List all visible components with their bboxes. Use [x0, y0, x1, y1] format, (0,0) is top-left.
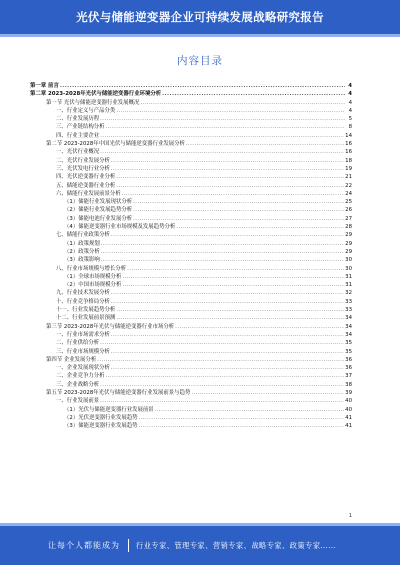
toc-entry-page: 39 — [345, 389, 352, 396]
toc-leader-dots — [111, 231, 344, 239]
toc-entry-title: （1）储能行业发展现状分析 — [64, 199, 133, 206]
toc-entry[interactable] — [30, 198, 352, 206]
toc-leader-dots — [162, 90, 345, 98]
toc-leader-dots — [60, 82, 345, 90]
toc-entry-title: （1）政策规划 — [64, 240, 100, 247]
toc-entry-page: 34 — [345, 315, 352, 322]
toc-entry-title: 三、产业链结构分析 — [56, 124, 105, 131]
toc-entry-page: 29 — [345, 240, 352, 247]
toc-entry[interactable] — [30, 356, 352, 364]
toc-entry-title: （2）政策分析 — [64, 248, 100, 255]
toc-entry-title: 一、企业发展现状分析 — [56, 365, 110, 372]
toc-entry[interactable] — [30, 173, 352, 181]
toc-entry-title: （2）中国市场规模分析 — [64, 282, 122, 289]
toc-entry-page: 27 — [345, 215, 352, 222]
toc-entry[interactable] — [30, 115, 352, 123]
toc-entry-page: 28 — [345, 224, 352, 231]
toc-leader-dots — [122, 273, 344, 281]
page-number: 1 — [348, 513, 352, 519]
toc-entry[interactable] — [30, 273, 352, 281]
toc-entry[interactable] — [30, 281, 352, 289]
toc-entry[interactable] — [30, 231, 352, 239]
toc-entry[interactable] — [30, 323, 352, 331]
toc-entry-title: 八、行业市场规模与增长分析 — [56, 265, 127, 272]
toc-entry[interactable] — [30, 381, 352, 389]
toc-leader-dots — [133, 206, 344, 214]
toc-leader-dots — [100, 397, 344, 405]
header-stripe — [0, 34, 400, 37]
toc-entry[interactable] — [30, 364, 352, 372]
toc-entry-title: 十二、行业发展前景预测 — [56, 315, 116, 322]
toc-leader-dots — [111, 298, 344, 306]
toc-leader-dots — [155, 406, 344, 414]
toc-entry-page: 26 — [345, 207, 352, 214]
toc-entry-page: 33 — [345, 298, 352, 305]
toc-entry-title: 十、行业竞争格局分析 — [56, 298, 110, 305]
toc-entry[interactable] — [30, 298, 352, 306]
toc-leader-dots — [101, 248, 344, 256]
toc-leader-dots — [186, 140, 344, 148]
toc-leader-dots — [97, 356, 344, 364]
toc-leader-dots — [111, 364, 344, 372]
toc-entry[interactable] — [30, 99, 352, 107]
toc-entry[interactable] — [30, 406, 352, 414]
toc-entry-page: 25 — [345, 199, 352, 206]
toc-entry-title: （3）储能逆变器行业发展趋势 — [64, 423, 138, 430]
toc-leader-dots — [116, 306, 344, 314]
toc-entry-page: 33 — [345, 307, 352, 314]
toc-entry-title: 二、企业竞争力分析 — [56, 373, 105, 380]
toc-entry-page: 34 — [345, 323, 352, 330]
toc-entry-page: 40 — [345, 398, 352, 405]
toc-entry[interactable] — [30, 422, 352, 430]
toc-entry[interactable] — [30, 90, 352, 98]
toc-entry-page: 4 — [348, 107, 352, 114]
toc-entry-page: 41 — [345, 423, 352, 430]
toc-entry-page: 24 — [345, 190, 352, 197]
toc-entry[interactable] — [30, 223, 352, 231]
toc-entry[interactable] — [30, 306, 352, 314]
footer-divider — [128, 539, 129, 552]
toc-entry-title: 第三节 2023-2028年光伏与储能逆变器行业市场分析 — [46, 323, 175, 330]
toc-entry[interactable] — [30, 148, 352, 156]
toc-entry[interactable] — [30, 165, 352, 173]
toc-entry-title: （2）光伏逆变器行业发展趋势 — [64, 414, 138, 421]
toc-entry[interactable] — [30, 123, 352, 131]
toc-entry[interactable] — [30, 132, 352, 140]
toc-leader-dots — [133, 215, 344, 223]
toc-entry-page: 16 — [345, 149, 352, 156]
toc-entry[interactable] — [30, 389, 352, 397]
toc-leader-dots — [176, 223, 344, 231]
toc-entry-title: 第四节 企业发展分析 — [46, 356, 97, 363]
toc-leader-dots — [122, 190, 344, 198]
toc-leader-dots — [133, 198, 344, 206]
toc-entry-page: 30 — [345, 257, 352, 264]
toc-entry[interactable] — [30, 289, 352, 297]
toc-leader-dots — [140, 99, 345, 107]
toc-entry-page: 31 — [345, 282, 352, 289]
toc-entry-title: 四、光伏逆变器行业分析 — [56, 174, 116, 181]
toc-entry[interactable] — [30, 314, 352, 322]
toc-leader-dots — [100, 115, 345, 123]
toc-entry[interactable] — [30, 82, 352, 90]
toc-entry-page: 4 — [348, 91, 352, 98]
toc-entry-page: 22 — [345, 182, 352, 189]
toc-entry-title: 第二节 2023-2028年中国光伏与储能逆变器行业发展分析 — [46, 141, 185, 148]
toc-entry-page: 36 — [345, 356, 352, 363]
toc-entry[interactable] — [30, 140, 352, 148]
toc-entry-title: 二、行业供给分析 — [56, 340, 100, 347]
toc-entry-title: 一、行业发展前景 — [56, 398, 100, 405]
toc-entry-page: 32 — [345, 290, 352, 297]
toc-leader-dots — [191, 389, 344, 397]
toc-entry-page: 4 — [348, 99, 352, 106]
toc-leader-dots — [111, 289, 344, 297]
toc-entry-title: （1）全球市场规模分析 — [64, 273, 122, 280]
toc-entry-title: 第二章 2023-2028年光伏与储能逆变器行业环境分析 — [30, 91, 162, 98]
toc-entry-page: 29 — [345, 248, 352, 255]
toc-leader-dots — [100, 148, 344, 156]
toc-leader-dots — [175, 323, 344, 331]
toc-entry-title: （3）政策影响 — [64, 257, 100, 264]
toc-entry-title: 七、储能行业政策分析 — [56, 232, 110, 239]
toc-entry-title: 三、企业战略分析 — [56, 381, 100, 388]
toc-leader-dots — [101, 256, 344, 264]
toc-title: 内容目录 — [177, 55, 223, 67]
toc-entry-page: 36 — [345, 365, 352, 372]
toc-entry[interactable] — [30, 215, 352, 223]
toc-leader-dots — [111, 165, 344, 173]
toc-entry[interactable] — [30, 182, 352, 190]
footer-slogan: 让每个人都能成为 — [48, 541, 120, 550]
toc-entry-title: 第五节 2023-2028年光伏与储能逆变器行业发展前景与趋势 — [46, 389, 191, 396]
toc-entry[interactable] — [30, 206, 352, 214]
toc-entry-title: 三、光伏发电行业分析 — [56, 165, 110, 172]
toc-leader-dots — [116, 173, 344, 181]
toc-entry-title: 一、光伏行业概况 — [56, 149, 100, 156]
toc-leader-dots — [116, 107, 345, 115]
toc-leader-dots — [106, 372, 345, 380]
toc-entry-title: 三、行业市场规模分析 — [56, 348, 110, 355]
toc-entry-page: 14 — [345, 132, 352, 139]
toc-leader-dots — [106, 123, 345, 131]
toc-entry[interactable] — [30, 331, 352, 339]
toc-entry-title: （2）储能行业发展趋势分析 — [64, 207, 133, 214]
toc-leader-dots — [100, 381, 344, 389]
toc-entry-page: 21 — [345, 174, 352, 181]
toc-entry-page: 16 — [345, 141, 352, 148]
toc-leader-dots — [101, 240, 344, 248]
toc-entry[interactable] — [30, 157, 352, 165]
toc-entry[interactable] — [30, 107, 352, 115]
toc-entry-title: （1）光伏与储能逆变器行业发展前景 — [64, 406, 154, 413]
toc-entry-title: 二、光伏行业发展分析 — [56, 157, 110, 164]
toc-leader-dots — [122, 281, 344, 289]
toc-leader-dots — [111, 157, 344, 165]
toc-leader-dots — [111, 348, 344, 356]
toc-entry-page: 40 — [345, 406, 352, 413]
toc-entry[interactable] — [30, 265, 352, 273]
toc-leader-dots — [139, 414, 345, 422]
toc-entry-title: 四、行业主要企业 — [56, 132, 100, 139]
toc-entry-page: 29 — [345, 232, 352, 239]
toc-entry[interactable] — [30, 414, 352, 422]
toc-entry-title: 六、储能行业发展前景分析 — [56, 190, 121, 197]
footer-tagline: 行业专家、管理专家、营销专家、战略专家、政策专家…… — [136, 541, 336, 550]
toc-entry-title: 一、行业市场需求分析 — [56, 331, 110, 338]
toc-entry-title: （3）储能电池行业发展分析 — [64, 215, 133, 222]
toc-entry[interactable] — [30, 256, 352, 264]
toc-leader-dots — [116, 182, 344, 190]
toc-entry-page: 5 — [348, 116, 352, 123]
toc-leader-dots — [111, 331, 344, 339]
toc-entry-page: 34 — [345, 331, 352, 338]
toc-entry-title: 十一、行业发展趋势分析 — [56, 307, 116, 314]
toc-entry-page: 8 — [348, 124, 352, 131]
toc-entry-title: 第一节 光伏与储能逆变器行业发展概况 — [46, 99, 140, 106]
toc-entry-title: 九、行业技术发展分析 — [56, 290, 110, 297]
toc-entry-page: 37 — [345, 373, 352, 380]
toc-entry[interactable] — [30, 240, 352, 248]
toc-entry-page: 30 — [345, 265, 352, 272]
toc-entry-title: 五、储能逆变器行业分析 — [56, 182, 116, 189]
toc-entry-page: 31 — [345, 273, 352, 280]
toc-entry-page: 19 — [345, 165, 352, 172]
toc-entry-page: 18 — [345, 157, 352, 164]
toc-entry-title: 一、行业定义与产品分类 — [56, 107, 116, 114]
toc-entry-title: （4）储能逆变器行业市场规模及发展趋势分析 — [64, 224, 176, 231]
toc-entry[interactable] — [30, 372, 352, 380]
toc-entry-page: 35 — [345, 348, 352, 355]
toc-leader-dots — [116, 314, 344, 322]
toc-entry-page: 4 — [348, 83, 352, 89]
toc-entry[interactable] — [30, 339, 352, 347]
toc-entry[interactable] — [30, 397, 352, 405]
toc-list — [30, 82, 352, 430]
report-title: 光伏与储能逆变器企业可持续发展战略研究报告 — [76, 10, 324, 24]
toc-entry-title: 二、行业发展历程 — [56, 116, 100, 123]
toc-entry-page: 35 — [345, 340, 352, 347]
toc-leader-dots — [100, 339, 344, 347]
toc-entry-page: 41 — [345, 414, 352, 421]
toc-entry-page: 38 — [345, 381, 352, 388]
toc-entry-title: 第一章 前言 — [30, 83, 59, 89]
toc-entry[interactable] — [30, 248, 352, 256]
toc-entry[interactable] — [30, 190, 352, 198]
toc-entry[interactable] — [30, 348, 352, 356]
toc-leader-dots — [100, 132, 344, 140]
toc-leader-dots — [139, 422, 345, 430]
toc-leader-dots — [127, 265, 344, 273]
